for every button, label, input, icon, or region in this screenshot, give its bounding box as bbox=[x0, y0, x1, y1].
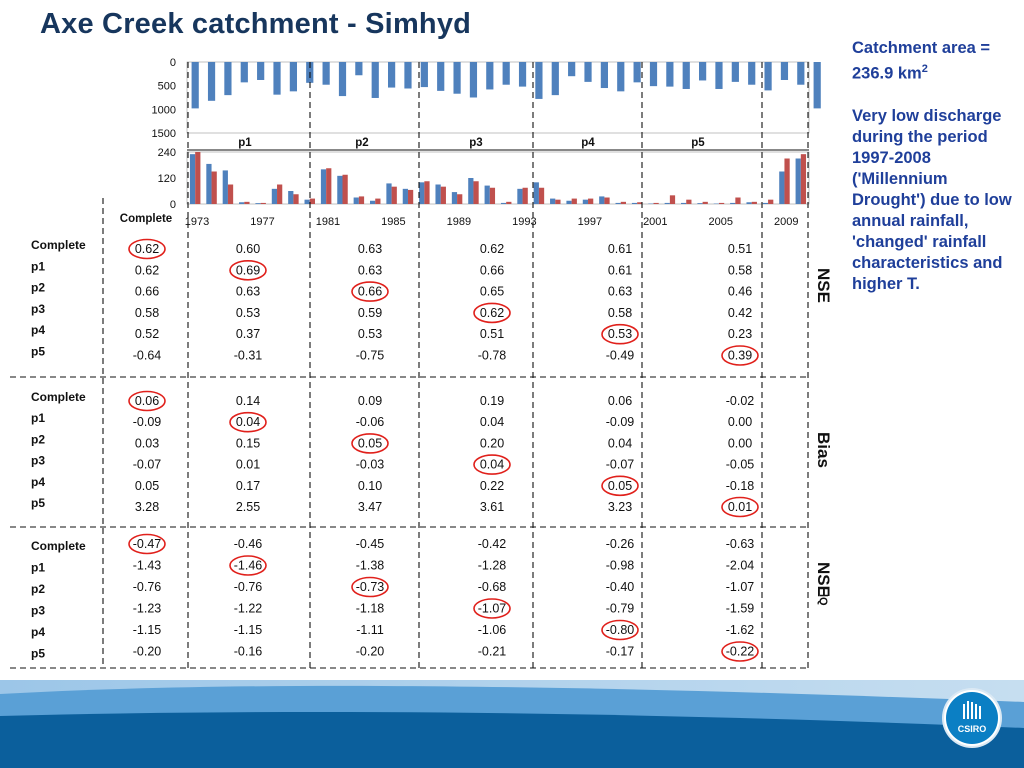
simulated-discharge-bar bbox=[523, 188, 528, 204]
metric-cell: -1.11 bbox=[356, 623, 384, 637]
metric-cell: 0.46 bbox=[727, 284, 753, 299]
metric-cell: 3.28 bbox=[134, 500, 160, 514]
metric-cell: 0.04 bbox=[479, 415, 505, 430]
metric-cell: 0.00 bbox=[727, 436, 753, 451]
metric-cell: 0.66 bbox=[134, 284, 160, 299]
simulated-discharge-bar bbox=[277, 185, 282, 205]
metric-cell: -0.09 bbox=[605, 415, 635, 430]
metric-cell: -0.80 bbox=[605, 623, 635, 637]
row-label-p1: p1 bbox=[31, 560, 46, 575]
simulated-discharge-bar bbox=[195, 152, 200, 204]
x-tick-label: 1997 bbox=[577, 216, 603, 228]
observed-discharge-bar bbox=[288, 191, 293, 204]
metric-cell: -0.06 bbox=[355, 415, 385, 430]
simulated-discharge-bar bbox=[261, 203, 266, 204]
metric-cell: 0.62 bbox=[134, 242, 160, 256]
observed-discharge-bar bbox=[272, 189, 277, 204]
metric-cell: 0.04 bbox=[479, 457, 505, 472]
rain-y-tick-label: 500 bbox=[157, 80, 176, 93]
metric-cell: 0.51 bbox=[479, 327, 505, 342]
simulated-discharge-bar bbox=[735, 198, 740, 205]
metric-cell: -0.68 bbox=[477, 580, 507, 594]
row-label-complete: Complete bbox=[31, 238, 86, 252]
rain-y-tick-label: 1500 bbox=[151, 128, 176, 140]
observed-discharge-bar bbox=[206, 164, 211, 204]
row-label-p4: p4 bbox=[31, 323, 46, 338]
simulated-discharge-bar bbox=[441, 187, 446, 204]
metric-cell: 3.61 bbox=[479, 500, 505, 514]
simulated-discharge-bar bbox=[784, 159, 789, 205]
metric-cell: 0.63 bbox=[235, 284, 261, 299]
rainfall-bar bbox=[666, 62, 673, 87]
observed-discharge-bar bbox=[681, 203, 686, 204]
metric-cell: -0.05 bbox=[725, 457, 755, 472]
x-tick-label: 1981 bbox=[315, 216, 341, 228]
metric-cell: 0.62 bbox=[479, 305, 505, 320]
metric-cell: -0.26 bbox=[605, 537, 635, 551]
metric-cell: -0.40 bbox=[605, 580, 635, 594]
metric-cell: -0.22 bbox=[725, 644, 755, 659]
rainfall-bar bbox=[781, 62, 788, 80]
catchment-area-text: Catchment area = 236.9 km bbox=[852, 39, 991, 83]
simulated-discharge-bar bbox=[572, 199, 577, 204]
metric-cell: 3.23 bbox=[607, 500, 633, 514]
csiro-logo-icon bbox=[944, 690, 1000, 746]
simulated-discharge-bar bbox=[719, 203, 724, 204]
metric-cell: -0.78 bbox=[477, 348, 507, 363]
row-label-p5: p5 bbox=[31, 646, 46, 661]
csiro-logo bbox=[944, 690, 1000, 746]
row-label-p1: p1 bbox=[31, 411, 46, 426]
simulated-discharge-bar bbox=[424, 181, 429, 204]
rainfall-bar bbox=[764, 62, 771, 90]
simulated-discharge-bar bbox=[588, 199, 593, 204]
metric-label-nse: NSE bbox=[814, 268, 833, 303]
metric-cell: -1.18 bbox=[355, 601, 385, 616]
metric-cell: 0.58 bbox=[134, 305, 160, 320]
observed-discharge-bar bbox=[566, 201, 571, 204]
simulated-discharge-bar bbox=[457, 194, 462, 204]
rainfall-bar bbox=[257, 62, 264, 80]
metric-cell: 0.14 bbox=[235, 394, 261, 408]
rainfall-bar bbox=[273, 62, 280, 95]
observed-discharge-bar bbox=[779, 172, 784, 205]
metric-cell: 0.66 bbox=[357, 284, 383, 299]
metric-cell: -0.98 bbox=[605, 558, 635, 573]
metric-cell: 0.05 bbox=[607, 478, 633, 493]
flow-y-tick-label: 240 bbox=[157, 147, 176, 159]
metric-cell: 0.06 bbox=[607, 394, 633, 408]
observed-discharge-bar bbox=[190, 154, 195, 204]
metric-cell: 0.53 bbox=[607, 327, 633, 342]
rainfall-bar bbox=[208, 62, 215, 101]
metric-cell: -1.59 bbox=[725, 601, 755, 616]
row-label-p4: p4 bbox=[31, 625, 46, 639]
metric-cell: 0.20 bbox=[479, 436, 505, 451]
metric-cell: 0.23 bbox=[727, 327, 753, 342]
simulated-discharge-bar bbox=[473, 181, 478, 204]
metric-cell: 0.65 bbox=[479, 284, 505, 299]
metric-cell: -1.62 bbox=[725, 623, 755, 637]
metric-cell: -1.43 bbox=[132, 558, 162, 573]
simulated-discharge-bar bbox=[375, 199, 380, 204]
rainfall-bar bbox=[372, 62, 379, 98]
rainfall-bar bbox=[453, 62, 460, 94]
simulated-discharge-bar bbox=[539, 188, 544, 204]
simulated-discharge-bar bbox=[490, 188, 495, 204]
rainfall-bar bbox=[503, 62, 510, 85]
metric-cell: 0.37 bbox=[235, 327, 261, 342]
footer-band bbox=[0, 680, 1024, 768]
rainfall-bar bbox=[486, 62, 493, 89]
x-tick-label: 1993 bbox=[512, 216, 537, 228]
rainfall-bar bbox=[699, 62, 706, 80]
simulated-discharge-bar bbox=[392, 187, 397, 204]
row-label-p2: p2 bbox=[31, 582, 46, 596]
simulated-discharge-bar bbox=[752, 202, 757, 204]
rainfall-bar bbox=[355, 62, 362, 75]
metric-cell: -1.23 bbox=[132, 601, 162, 616]
x-tick-label: 1989 bbox=[446, 216, 472, 228]
metric-cell: -1.15 bbox=[233, 623, 263, 637]
flow-y-tick-label: 0 bbox=[169, 199, 176, 211]
metric-cell: 0.00 bbox=[727, 415, 753, 430]
rainfall-bar bbox=[535, 62, 542, 99]
metric-cell: -2.04 bbox=[725, 558, 755, 573]
metric-cell: 0.04 bbox=[235, 415, 261, 430]
rainfall-bar bbox=[224, 62, 231, 95]
rainfall-bar bbox=[715, 62, 722, 89]
metric-cell: -1.15 bbox=[132, 623, 162, 637]
observed-discharge-bar bbox=[665, 203, 670, 204]
metric-cell: 0.09 bbox=[357, 394, 383, 408]
rainfall-bar bbox=[601, 62, 608, 88]
metric-cell: -1.22 bbox=[233, 601, 263, 616]
metric-cell: 0.63 bbox=[357, 242, 383, 256]
rain-y-tick-label: 0 bbox=[169, 57, 176, 69]
x-tick-label: 1973 bbox=[184, 216, 210, 228]
observed-discharge-bar bbox=[697, 203, 702, 204]
metric-cell: -0.76 bbox=[132, 580, 162, 594]
observed-discharge-bar bbox=[599, 196, 604, 204]
metric-cell: -0.20 bbox=[355, 644, 385, 659]
metric-cell: 0.53 bbox=[235, 305, 261, 320]
metric-cell: 0.04 bbox=[607, 436, 633, 451]
drought-note: Very low discharge during the period 1997-2008 ('Millennium Drought') due to low annual rainfall, 'changed' rainfall characteristics and higher T. bbox=[852, 106, 1012, 293]
metric-cell: 0.53 bbox=[357, 327, 383, 342]
simulated-discharge-bar bbox=[670, 195, 675, 204]
observed-discharge-bar bbox=[403, 189, 408, 204]
simulated-discharge-bar bbox=[768, 200, 773, 204]
x-tick-label: 1985 bbox=[381, 216, 406, 228]
observed-discharge-bar bbox=[239, 202, 244, 204]
row-label-complete: Complete bbox=[31, 539, 86, 553]
metric-cell: 0.51 bbox=[727, 242, 753, 256]
metric-cell: -0.31 bbox=[233, 348, 263, 363]
observed-discharge-bar bbox=[435, 185, 440, 205]
row-label-p5: p5 bbox=[31, 344, 46, 359]
complete-period-label: Complete bbox=[119, 213, 173, 225]
metric-cell: -1.46 bbox=[233, 558, 263, 573]
metric-cell: 0.52 bbox=[134, 327, 160, 342]
rainfall-bar bbox=[437, 62, 444, 91]
period-label-p3: p3 bbox=[469, 137, 483, 149]
simulated-discharge-bar bbox=[326, 168, 331, 204]
observed-discharge-bar bbox=[796, 159, 801, 205]
simulated-discharge-bar bbox=[555, 200, 560, 204]
metric-cell: -0.18 bbox=[725, 478, 755, 493]
observed-discharge-bar bbox=[370, 201, 375, 204]
metric-cell: 0.61 bbox=[607, 263, 633, 278]
observed-discharge-bar bbox=[305, 200, 310, 204]
observed-discharge-bar bbox=[763, 203, 768, 204]
rainfall-bar bbox=[732, 62, 739, 82]
metric-cell: 0.63 bbox=[607, 284, 633, 299]
simulated-discharge-bar bbox=[703, 202, 708, 204]
metric-cell: -1.38 bbox=[355, 558, 385, 573]
x-tick-label: 2009 bbox=[774, 216, 799, 228]
rainfall-bar bbox=[192, 62, 199, 108]
metric-cell: -0.75 bbox=[355, 348, 385, 363]
area-unit-superscript: 2 bbox=[921, 63, 928, 75]
observed-discharge-bar bbox=[419, 182, 424, 204]
rainfall-bar bbox=[388, 62, 395, 88]
page-title: Axe Creek catchment - Simhyd bbox=[40, 8, 472, 40]
metric-cell: -1.07 bbox=[477, 601, 507, 616]
rainfall-bar bbox=[470, 62, 477, 98]
metric-cell: 0.17 bbox=[235, 478, 261, 493]
metric-cell: -0.03 bbox=[355, 457, 385, 472]
metric-cell: -1.28 bbox=[477, 558, 507, 573]
metric-cell: 0.59 bbox=[357, 305, 383, 320]
metric-cell: 0.62 bbox=[479, 242, 505, 256]
metric-cell: -0.21 bbox=[477, 644, 507, 659]
rainfall-bar bbox=[584, 62, 591, 82]
simulated-discharge-bar bbox=[654, 203, 659, 204]
metric-cell: -0.73 bbox=[355, 580, 385, 594]
metric-cell: -0.49 bbox=[605, 348, 635, 363]
observed-discharge-bar bbox=[485, 186, 490, 204]
rainfall-bar bbox=[404, 62, 411, 89]
period-label-p2: p2 bbox=[355, 137, 369, 149]
metric-cell: -0.63 bbox=[725, 537, 755, 551]
metric-cell: -0.07 bbox=[605, 457, 635, 472]
metric-cell: -0.47 bbox=[132, 537, 162, 551]
row-label-p3: p3 bbox=[31, 603, 46, 618]
metric-cell: 0.39 bbox=[727, 348, 753, 363]
simulated-discharge-bar bbox=[604, 198, 609, 205]
rainfall-bar bbox=[519, 62, 526, 87]
row-label-p4: p4 bbox=[31, 474, 46, 489]
x-tick-label: 2005 bbox=[708, 216, 734, 228]
x-tick-label: 2001 bbox=[643, 216, 668, 228]
metric-cell: -1.06 bbox=[477, 623, 507, 637]
rainfall-bar bbox=[617, 62, 624, 91]
metric-cell: -0.45 bbox=[355, 537, 385, 551]
metric-cell: -0.17 bbox=[605, 644, 635, 659]
rainfall-bar bbox=[634, 62, 641, 82]
metric-cell: 0.58 bbox=[607, 305, 633, 320]
observed-discharge-bar bbox=[501, 203, 506, 204]
period-label-p5: p5 bbox=[691, 137, 705, 149]
metric-cell: -0.76 bbox=[233, 580, 263, 594]
observed-discharge-bar bbox=[517, 189, 522, 204]
metric-cell: -0.07 bbox=[132, 457, 162, 472]
simulated-discharge-bar bbox=[506, 202, 511, 204]
metric-cell: 0.01 bbox=[235, 457, 261, 472]
rain-y-tick-label: 1000 bbox=[151, 104, 176, 117]
metric-cell: 0.03 bbox=[134, 436, 160, 451]
metric-cell: -0.09 bbox=[132, 415, 162, 430]
x-tick-label: 1977 bbox=[250, 216, 275, 228]
metric-cell: 3.47 bbox=[357, 500, 383, 514]
simulated-discharge-bar bbox=[408, 190, 413, 204]
row-label-p2: p2 bbox=[31, 280, 46, 295]
metric-cell: -0.16 bbox=[233, 644, 263, 659]
observed-discharge-bar bbox=[632, 203, 637, 204]
simulated-discharge-bar bbox=[244, 202, 249, 204]
metric-cell: 0.15 bbox=[235, 436, 261, 451]
metric-cell: 0.60 bbox=[235, 242, 261, 256]
metric-cell: 0.05 bbox=[134, 478, 160, 493]
metric-cell: 0.62 bbox=[134, 263, 160, 278]
rainfall-bar bbox=[814, 62, 821, 108]
observed-discharge-bar bbox=[337, 176, 342, 204]
metric-cell: -0.02 bbox=[725, 394, 755, 408]
observed-discharge-bar bbox=[730, 203, 735, 204]
row-label-p2: p2 bbox=[31, 432, 46, 447]
row-label-p3: p3 bbox=[31, 301, 46, 316]
rainfall-bar bbox=[650, 62, 657, 86]
metric-cell: 0.42 bbox=[727, 305, 753, 320]
simulated-discharge-bar bbox=[212, 172, 217, 205]
metric-cell: 0.58 bbox=[727, 263, 753, 278]
observed-discharge-bar bbox=[468, 178, 473, 204]
row-label-complete: Complete bbox=[31, 390, 86, 404]
simulated-discharge-bar bbox=[228, 185, 233, 205]
period-label-p4: p4 bbox=[581, 137, 595, 149]
metric-cell: -0.64 bbox=[132, 348, 162, 363]
metric-cell: 0.06 bbox=[134, 394, 160, 408]
rainfall-bar bbox=[552, 62, 559, 95]
observed-discharge-bar bbox=[354, 198, 359, 205]
metric-cell: 0.10 bbox=[357, 478, 383, 493]
rainfall-bar bbox=[290, 62, 297, 91]
metric-cell: 0.22 bbox=[479, 478, 505, 493]
metric-cell: -1.07 bbox=[725, 580, 755, 594]
metric-cell: 0.69 bbox=[235, 263, 261, 278]
simulated-discharge-bar bbox=[621, 202, 626, 204]
metric-cell: -0.79 bbox=[605, 601, 635, 616]
rainfall-bar bbox=[339, 62, 346, 96]
simulated-discharge-bar bbox=[293, 194, 298, 204]
metric-cell: 0.61 bbox=[607, 242, 633, 256]
metric-label-nse-lq: NSE bbox=[814, 562, 833, 597]
simulated-discharge-bar bbox=[801, 154, 806, 204]
rainfall-bar bbox=[748, 62, 755, 85]
rainfall-bar bbox=[241, 62, 248, 82]
period-label-p1: p1 bbox=[238, 137, 252, 149]
metric-cell: 2.55 bbox=[235, 500, 261, 514]
flow-y-tick-label: 120 bbox=[157, 173, 176, 185]
observed-discharge-bar bbox=[550, 199, 555, 204]
rainfall-bar bbox=[683, 62, 690, 89]
rainfall-bar bbox=[568, 62, 575, 76]
observed-discharge-bar bbox=[255, 203, 260, 204]
rainfall-bar bbox=[797, 62, 804, 85]
metric-cell: -0.46 bbox=[233, 537, 263, 551]
observed-discharge-bar bbox=[583, 200, 588, 204]
simulated-discharge-bar bbox=[686, 200, 691, 204]
row-label-p5: p5 bbox=[31, 496, 46, 510]
metric-cell: 0.19 bbox=[479, 394, 505, 408]
rainfall-bar bbox=[323, 62, 330, 85]
observed-discharge-bar bbox=[223, 170, 228, 204]
simulated-discharge-bar bbox=[359, 196, 364, 204]
metric-cell: 0.63 bbox=[357, 263, 383, 278]
rainfall-bar bbox=[421, 62, 428, 87]
observed-discharge-bar bbox=[616, 203, 621, 204]
observed-discharge-bar bbox=[321, 169, 326, 204]
metric-cell: 0.01 bbox=[727, 500, 753, 514]
observed-discharge-bar bbox=[386, 183, 391, 204]
observed-discharge-bar bbox=[452, 192, 457, 204]
simulated-discharge-bar bbox=[343, 175, 348, 204]
observed-discharge-bar bbox=[534, 182, 539, 204]
logo-text: CSIRO bbox=[957, 724, 987, 734]
metric-label-bias: Bias bbox=[814, 432, 833, 468]
metric-cell: -0.20 bbox=[132, 644, 162, 659]
row-label-p1: p1 bbox=[31, 259, 46, 274]
metric-cell: 0.66 bbox=[479, 263, 505, 278]
observed-discharge-bar bbox=[746, 202, 751, 204]
metric-cell: 0.05 bbox=[357, 436, 383, 451]
metric-label-nse-lq-subscript: lQ bbox=[817, 594, 829, 606]
row-label-p3: p3 bbox=[31, 453, 46, 468]
metric-cell: -0.42 bbox=[477, 537, 507, 551]
